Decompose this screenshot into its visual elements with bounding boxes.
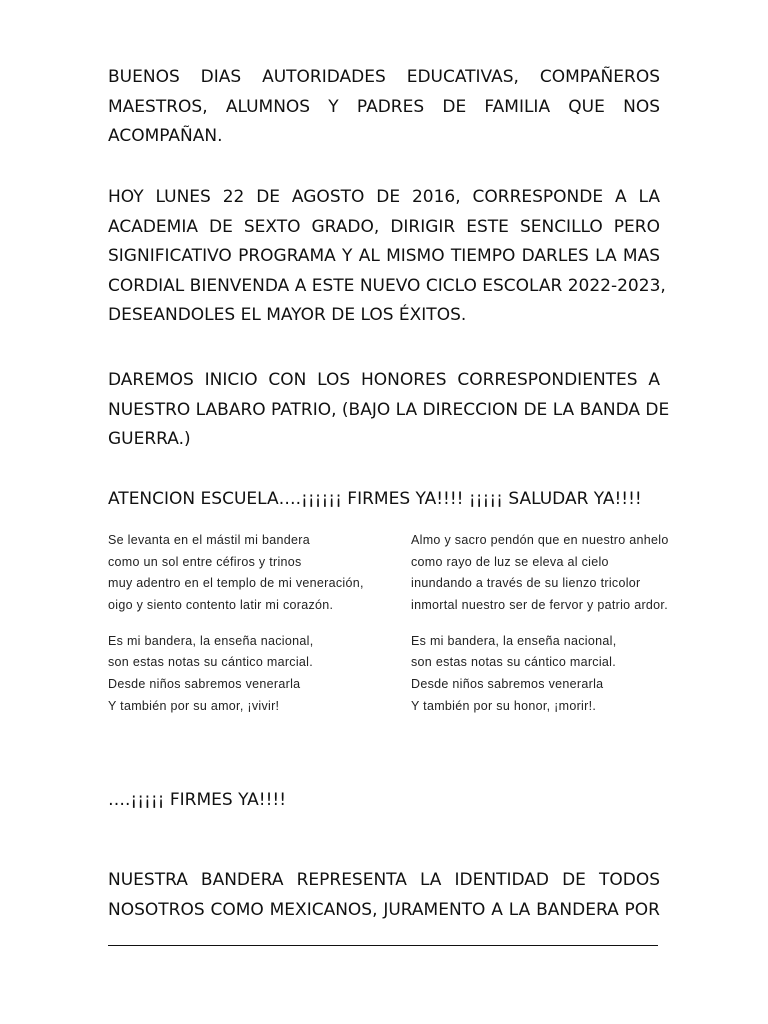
poem-left-s2-line-1: Es mi bandera, la enseña nacional, <box>108 633 314 648</box>
flag-line-2: NOSOTROS COMO MEXICANOS, JURAMENTO A LA BANDERA POR <box>108 899 660 920</box>
poem-right-s1-line-4: inmortal nuestro ser de fervor y patrio ardor. <box>411 597 668 612</box>
honors-line-2: NUESTRO LABARO PATRIO, (BAJO LA DIRECCION DE LA BANDA DE <box>108 399 670 420</box>
honors-line-1: DAREMOS INICIO CON LOS HONORES CORRESPONDIENTES A <box>108 370 660 390</box>
greeting-line-2: MAESTROS, ALUMNOS Y PADRES DE FAMILIA QUE NOS <box>108 96 660 117</box>
poem-left-s1-line-2: como un sol entre céfiros y trinos <box>108 554 302 569</box>
flag-line-1: NUESTRA BANDERA REPRESENTA LA IDENTIDAD DE TODOS <box>108 870 660 890</box>
greeting-line-1: BUENOS DIAS AUTORIDADES EDUCATIVAS, COMPAÑEROS <box>108 67 660 87</box>
intro-line-2: ACADEMIA DE SEXTO GRADO, DIRIGIR ESTE SENCILLO PERO <box>108 216 660 237</box>
poem-right-s2-line-4: Y también por su honor, ¡morir!. <box>411 698 597 713</box>
underline-rule <box>108 945 658 946</box>
intro-line-3: SIGNIFICATIVO PROGRAMA Y AL MISMO TIEMPO DARLES LA MAS <box>108 246 660 266</box>
poem-left-s1-line-4: oigo y siento contento latir mi corazón. <box>108 597 334 612</box>
greeting-paragraph <box>108 63 660 152</box>
stanza-gap <box>411 616 711 631</box>
poem-left-column <box>108 530 408 717</box>
poem-right-column <box>411 530 711 717</box>
poem-right-s2-line-1: Es mi bandera, la enseña nacional, <box>411 633 617 648</box>
intro-paragraph <box>108 183 666 331</box>
command-line <box>108 485 660 515</box>
poem-left-s2-line-2: son estas notas su cántico marcial. <box>108 655 314 670</box>
poem-right-s1-line-1: Almo y sacro pendón que en nuestro anhelo <box>411 533 669 547</box>
intro-line-1: HOY LUNES 22 DE AGOSTO DE 2016, CORRESPONDE A LA <box>108 187 660 207</box>
firmes-text: ….¡¡¡¡¡ FIRMES YA!!!! <box>108 790 287 810</box>
intro-line-5: DESEANDOLES EL MAYOR DE LOS ÉXITOS. <box>108 305 467 325</box>
flag-paragraph <box>108 866 660 925</box>
command-text: ATENCION ESCUELA….¡¡¡¡¡¡ FIRMES YA!!!! ¡¡¡¡¡ SALUDAR YA!!!! <box>108 489 642 509</box>
firmes-line <box>108 786 660 816</box>
greeting-line-3: ACOMPAÑAN. <box>108 126 223 146</box>
poem-left-s2-line-3: Desde niños sabremos venerarla <box>108 677 301 692</box>
poem-right-s1-line-2: como rayo de luz se eleva al cielo <box>411 554 609 569</box>
honors-line-3: GUERRA.) <box>108 429 191 449</box>
poem-left-s1-line-1: Se levanta en el mástil mi bandera <box>108 533 310 547</box>
poem-right-s2-line-3: Desde niños sabremos venerarla <box>411 677 604 692</box>
honors-paragraph <box>108 366 670 455</box>
intro-line-4: CORDIAL BIENVENDA A ESTE NUEVO CICLO ESCOLAR 2022-2023, <box>108 275 666 296</box>
poem-left-s2-line-4: Y también por su amor, ¡vivir! <box>108 698 280 713</box>
stanza-gap <box>108 616 408 631</box>
poem-right-s2-line-2: son estas notas su cántico marcial. <box>411 655 617 670</box>
poem-right-s1-line-3: inundando a través de su lienzo tricolor <box>411 576 641 591</box>
poem-left-s1-line-3: muy adentro en el templo de mi veneración, <box>108 576 364 591</box>
